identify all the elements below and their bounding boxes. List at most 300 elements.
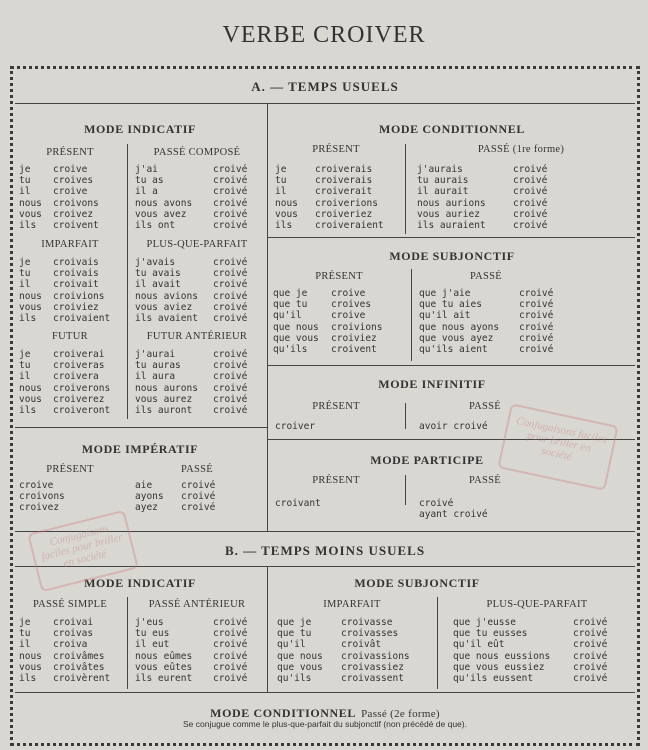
verb-form: croivâmes	[53, 650, 105, 662]
verb-form: croivons	[19, 491, 65, 503]
conjugation-row	[19, 371, 124, 382]
verb-form: croivé	[213, 382, 248, 394]
verb-form: croivé	[213, 349, 248, 360]
verb-form: croivé	[213, 371, 248, 383]
subject-pronoun: tu avais	[135, 268, 181, 280]
divider	[405, 144, 406, 234]
verb-form: croivé	[519, 288, 554, 299]
subject-pronoun: j'aurais	[417, 164, 463, 175]
conjugation-row	[419, 310, 631, 321]
conjugation-row	[273, 344, 409, 355]
verb-form: croivé	[519, 321, 554, 333]
verb-form: croivé	[213, 628, 248, 640]
subject-pronoun: je	[19, 164, 31, 175]
conjugation-row	[135, 383, 263, 394]
subject-pronoun: qu'ils eussent	[453, 672, 534, 684]
subject-pronoun: il a	[135, 186, 158, 198]
conjugation-row	[277, 628, 435, 639]
verb-form: croivé	[519, 332, 554, 344]
conjugation-row	[277, 673, 435, 684]
verb-form: croivé	[513, 186, 548, 198]
subject-pronoun: tu as	[135, 175, 164, 187]
verb-form: croiverais	[315, 164, 373, 175]
conjugation-row	[19, 279, 124, 290]
verb-form: croivé	[213, 186, 248, 198]
verb-form: croivé	[573, 617, 608, 628]
verb-form: croivé	[513, 175, 548, 187]
conjugation-row	[19, 186, 124, 197]
subject-pronoun: j'eus	[135, 617, 164, 628]
conjugation-row	[135, 186, 263, 197]
divider	[411, 269, 412, 361]
verb-form: croiviez	[331, 332, 377, 344]
verb-form: croivé	[213, 208, 248, 220]
subject-pronoun: tu	[19, 628, 31, 640]
verb-form: croivèrent	[53, 672, 111, 684]
verb-form: croives	[331, 299, 372, 311]
conjugation-row	[453, 662, 633, 673]
conjugation-row	[273, 288, 409, 299]
conjugation-row	[135, 209, 263, 220]
conjugation-row	[19, 268, 124, 279]
verb-form: croivé	[213, 301, 248, 313]
verb-form: croivez	[19, 502, 60, 514]
tense-plus-que-parfait-label: PLUS-QUE-PARFAIT	[486, 599, 588, 610]
verb-form: croivé	[213, 219, 248, 231]
verb-form: croiveront	[53, 404, 111, 416]
subject-pronoun: nous	[19, 650, 42, 662]
conjugation-row	[135, 480, 263, 491]
conjugation-row	[135, 628, 263, 639]
divider	[127, 597, 128, 689]
conjugation-row	[453, 617, 633, 628]
verb-form: croivé	[181, 480, 216, 491]
subject-pronoun: ils ont	[135, 219, 176, 231]
indicatif-futur-anterieur-table	[135, 349, 263, 416]
verb-form: croive	[53, 186, 88, 198]
subject-pronoun: il	[19, 279, 31, 291]
conjugation-row	[135, 360, 263, 371]
conjugation-row	[453, 639, 633, 650]
verb-form: croivé	[213, 617, 248, 628]
subject-pronoun: ils auraient	[417, 219, 486, 231]
divider	[15, 692, 635, 693]
conjugation-row	[19, 651, 124, 662]
conjugation-row	[135, 662, 263, 673]
verb-form: croivé	[213, 279, 248, 291]
subject-pronoun: j'ai	[135, 164, 158, 175]
subject-pronoun: que tu eusses	[453, 628, 528, 640]
subjonctif-passe-table	[419, 288, 631, 355]
verb-form: croivent	[331, 343, 377, 355]
conjugation-row	[19, 639, 124, 650]
mode-participe-title: MODE PARTICIPE	[370, 453, 484, 467]
conjugation-row	[19, 628, 124, 639]
subject-pronoun: vous	[19, 301, 42, 313]
subject-pronoun: je	[19, 257, 31, 268]
tense-passe-label: PASSÉ	[468, 401, 502, 412]
subject-pronoun: qu'il	[273, 310, 302, 322]
verb-form: croivé	[181, 502, 216, 514]
conditionnel-passe-table	[417, 164, 631, 231]
verb-form: croivé	[213, 661, 248, 673]
conjugation-row	[277, 651, 435, 662]
verb-form: croivé	[213, 312, 248, 324]
subject-pronoun: tu	[19, 175, 31, 187]
divider	[267, 237, 635, 238]
subject-pronoun: que je	[277, 617, 312, 628]
conjugation-row	[419, 344, 631, 355]
subjonctif-present-table	[273, 288, 409, 355]
subject-pronoun: nous aurons	[135, 382, 198, 394]
conjugation-row	[135, 257, 263, 268]
tense-passe-label: PASSÉ	[469, 271, 503, 282]
conjugation-row	[275, 164, 403, 175]
verb-form: croivé	[519, 343, 554, 355]
participe-present-value: croivant	[275, 498, 321, 509]
mode-subjonctif-title: MODE SUBJONCTIF	[389, 249, 515, 263]
conjugation-row	[135, 394, 263, 405]
conjugation-row	[453, 673, 633, 684]
subject-pronoun: je	[19, 617, 31, 628]
tense-passe-label: PASSÉ	[180, 464, 214, 475]
verb-form: croive	[53, 164, 88, 175]
subject-pronoun: vous	[275, 208, 298, 220]
verb-form: croivé	[213, 290, 248, 302]
conjugation-row	[417, 198, 631, 209]
verb-form: croivé	[573, 661, 608, 673]
subject-pronoun: que vous	[277, 661, 323, 673]
tense-passe-1re-forme-label: PASSÉ (1re forme)	[477, 144, 565, 155]
verb-form: croivé	[213, 650, 248, 662]
verb-form: croivé	[513, 197, 548, 209]
b-conditionnel-note: Se conjugue comme le plus-que-parfait du subjonctif (non précédé de que).	[183, 719, 467, 729]
verb-form: croivassiez	[341, 661, 404, 673]
subject-pronoun: que je	[273, 288, 308, 299]
subject-pronoun: tu	[19, 360, 31, 372]
verb-form: croivé	[213, 164, 248, 175]
subject-pronoun: aie	[135, 480, 153, 491]
verb-form: croivassions	[341, 650, 410, 662]
subject-pronoun: ils	[275, 219, 293, 231]
verb-form: croivé	[573, 639, 608, 651]
watermark-stamp: Conjugaisons faciles pour briller en société	[497, 403, 618, 490]
tense-passe-label: PASSÉ	[468, 475, 502, 486]
subject-pronoun: que vous	[273, 332, 319, 344]
conjugation-row	[273, 322, 409, 333]
verb-form: croiverai	[53, 349, 105, 360]
imperatif-passe-table	[135, 480, 263, 514]
conjugation-row	[273, 310, 409, 321]
conjugation-row	[19, 313, 124, 324]
b-mode-subjonctif-title: MODE SUBJONCTIF	[354, 576, 480, 590]
verb-form: croivé	[213, 639, 248, 651]
verb-form: ayant croivé	[419, 509, 488, 521]
subject-pronoun: nous	[19, 197, 42, 209]
conjugation-row	[277, 662, 435, 673]
subject-pronoun: que j'eusse	[453, 617, 516, 628]
conjugation-row	[19, 209, 124, 220]
conjugation-row	[135, 313, 263, 324]
verb-form: croivions	[331, 321, 383, 333]
subject-pronoun: il	[19, 186, 31, 198]
conjugation-row	[135, 651, 263, 662]
subject-pronoun: il eut	[135, 639, 170, 651]
conjugation-row	[275, 220, 403, 231]
conjugation-row	[19, 383, 124, 394]
verb-form: croivé	[573, 628, 608, 640]
verb-form: croivé	[213, 360, 248, 372]
verb-form: croivé	[513, 164, 548, 175]
conjugation-row	[135, 164, 263, 175]
verb-form: croiveriez	[315, 208, 373, 220]
subject-pronoun: que nous	[277, 650, 323, 662]
verb-form: croivé	[213, 393, 248, 405]
b-mode-conditionnel-title: MODE CONDITIONNEL	[210, 706, 357, 720]
conjugation-row	[135, 220, 263, 231]
subject-pronoun: nous	[275, 197, 298, 209]
subject-pronoun: il	[19, 371, 31, 383]
subject-pronoun: je	[275, 164, 287, 175]
subject-pronoun: vous	[19, 393, 42, 405]
conjugation-row	[135, 491, 263, 502]
verb-form: croivions	[53, 290, 105, 302]
tense-present-label: PRÉSENT	[312, 144, 360, 155]
conjugation-row	[19, 302, 124, 313]
conjugation-row	[135, 349, 263, 360]
verb-form: croivé	[513, 208, 548, 220]
conjugation-row	[273, 299, 409, 310]
subject-pronoun: qu'il	[277, 639, 306, 651]
tense-present-label: PRÉSENT	[312, 401, 360, 412]
participe-passe-list	[419, 498, 488, 520]
verb-form: croive	[331, 310, 366, 322]
subject-pronoun: vous auriez	[417, 208, 480, 220]
verb-form: croivé	[213, 257, 248, 268]
b-subjonctif-plus-que-parfait-table	[453, 617, 633, 684]
conjugation-row	[19, 175, 124, 186]
verb-form: croivé	[213, 404, 248, 416]
mode-infinitif-title: MODE INFINITIF	[378, 377, 486, 391]
subject-pronoun: qu'il ait	[419, 310, 471, 322]
conjugation-row	[19, 617, 124, 628]
subject-pronoun: il avait	[135, 279, 181, 291]
conjugation-row	[417, 209, 631, 220]
subject-pronoun: ils avaient	[135, 312, 198, 324]
indicatif-imparfait-table	[19, 257, 124, 324]
tense-imparfait-label: IMPARFAIT	[41, 239, 99, 250]
conditionnel-present-table	[275, 164, 403, 231]
tense-passe-anterieur-label: PASSÉ ANTÉRIEUR	[148, 599, 246, 610]
subject-pronoun: nous	[19, 382, 42, 394]
verb-form: croive	[19, 480, 54, 491]
conjugation-row	[135, 639, 263, 650]
b-indicatif-passe-anterieur-table	[135, 617, 263, 684]
conjugation-row	[135, 291, 263, 302]
conjugation-row	[19, 405, 124, 416]
tense-passe-simple-label: PASSÉ SIMPLE	[32, 599, 108, 610]
conjugation-row	[453, 628, 633, 639]
conjugation-row	[419, 299, 631, 310]
subject-pronoun: tu aurais	[417, 175, 469, 187]
conjugation-row	[19, 349, 124, 360]
watermark-stamp: Conjugaisons faciles pour briller en société	[27, 510, 139, 592]
divider	[15, 103, 635, 104]
subject-pronoun: je	[19, 349, 31, 360]
conjugation-row	[19, 257, 124, 268]
subject-pronoun: il aurait	[417, 186, 469, 198]
subject-pronoun: vous eûtes	[135, 661, 193, 673]
verb-form: croiverez	[53, 393, 105, 405]
subject-pronoun: ils eurent	[135, 672, 193, 684]
subject-pronoun: ayons	[135, 491, 164, 503]
subject-pronoun: que nous ayons	[419, 321, 500, 333]
subject-pronoun: vous aviez	[135, 301, 193, 313]
conjugation-row	[19, 662, 124, 673]
tense-passe-2e-forme-label: Passé (2e forme)	[361, 708, 440, 720]
conjugation-row	[419, 333, 631, 344]
verb-form: croiva	[53, 639, 88, 651]
conjugation-row	[19, 360, 124, 371]
conjugation-row	[19, 220, 124, 231]
verb-form: croivé	[213, 268, 248, 280]
conjugation-row	[19, 164, 124, 175]
indicatif-plus-que-parfait-table	[135, 257, 263, 324]
subject-pronoun: j'avais	[135, 257, 176, 268]
verb-form: croivé	[519, 310, 554, 322]
conjugation-row	[275, 198, 403, 209]
b-indicatif-passe-simple-table	[19, 617, 124, 684]
subject-pronoun: il	[275, 186, 287, 198]
conjugation-row	[19, 198, 124, 209]
subject-pronoun: tu eus	[135, 628, 170, 640]
tense-present-label: PRÉSENT	[46, 147, 94, 158]
verb-form: croive	[331, 288, 366, 299]
subject-pronoun: il aura	[135, 371, 176, 383]
verb-form: croivassent	[341, 672, 404, 684]
subject-pronoun: ayez	[135, 502, 158, 514]
verb-form: croivera	[53, 371, 99, 383]
conjugation-row	[135, 673, 263, 684]
conjugation-row	[135, 268, 263, 279]
subject-pronoun: nous aurions	[417, 197, 486, 209]
subject-pronoun: nous	[19, 290, 42, 302]
subject-pronoun: que vous eussiez	[453, 661, 545, 673]
conjugation-row	[275, 186, 403, 197]
conjugation-row	[273, 333, 409, 344]
tense-present-label: PRÉSENT	[46, 464, 94, 475]
subject-pronoun: qu'ils aient	[419, 343, 488, 355]
conjugation-row	[417, 175, 631, 186]
conjugation-row	[19, 394, 124, 405]
subject-pronoun: vous avez	[135, 208, 187, 220]
verb-form: croivé	[213, 672, 248, 684]
conjugation-row	[275, 175, 403, 186]
verb-form: croivasses	[341, 628, 399, 640]
tense-futur-anterieur-label: FUTUR ANTÉRIEUR	[146, 331, 248, 342]
imperatif-present-list	[19, 480, 124, 514]
verb-form: croiveras	[53, 360, 105, 372]
subject-pronoun: tu	[19, 268, 31, 280]
subject-pronoun: tu	[275, 175, 287, 187]
subject-pronoun: j'aurai	[135, 349, 176, 360]
subject-pronoun: vous aurez	[135, 393, 193, 405]
verb-form: croivais	[53, 257, 99, 268]
conjugation-row	[135, 405, 263, 416]
conjugation-table	[10, 66, 640, 746]
conjugation-row	[417, 164, 631, 175]
tense-passe-compose-label: PASSÉ COMPOSÉ	[153, 147, 241, 158]
tense-plus-que-parfait-label: PLUS-QUE-PARFAIT	[146, 239, 248, 250]
verb-form: croivé	[419, 498, 454, 509]
conjugation-row	[135, 279, 263, 290]
conjugation-row	[419, 288, 631, 299]
b-subjonctif-imparfait-table	[277, 617, 435, 684]
conjugation-row	[19, 291, 124, 302]
indicatif-passe-compose-table	[135, 164, 263, 231]
verb-form: croivé	[519, 299, 554, 311]
subject-pronoun: vous	[19, 661, 42, 673]
subject-pronoun: vous	[19, 208, 42, 220]
verb-form: croiverait	[315, 186, 373, 198]
subject-pronoun: ils	[19, 404, 37, 416]
conjugation-row	[417, 186, 631, 197]
conjugation-row	[135, 198, 263, 209]
mode-indicatif-title: MODE INDICATIF	[84, 122, 196, 136]
tense-present-label: PRÉSENT	[312, 475, 360, 486]
verb-form: croivé	[181, 491, 216, 503]
subject-pronoun: ils auront	[135, 404, 193, 416]
tense-present-label: PRÉSENT	[315, 271, 363, 282]
subject-pronoun: nous avions	[135, 290, 198, 302]
subject-pronoun: que nous	[273, 321, 319, 333]
mode-imperatif-title: MODE IMPÉRATIF	[81, 442, 199, 456]
conjugation-row	[277, 639, 435, 650]
verb-form: croiveraient	[315, 219, 384, 231]
verb-form: croiverons	[53, 382, 111, 394]
subject-pronoun: que tu aies	[419, 299, 482, 311]
subject-pronoun: ils	[19, 672, 37, 684]
subject-pronoun: nous avons	[135, 197, 193, 209]
verb-form: croivasse	[341, 617, 393, 628]
verb-form: croivais	[53, 268, 99, 280]
subject-pronoun: ils	[19, 219, 37, 231]
verb-form: croivons	[53, 197, 99, 209]
subject-pronoun: nous eûmes	[135, 650, 193, 662]
subject-pronoun: qu'il eût	[453, 639, 505, 651]
verb-form: croives	[53, 175, 94, 187]
verb-form: croiverions	[315, 197, 378, 209]
conjugation-row	[135, 502, 263, 513]
infinitif-present-value: croiver	[275, 421, 316, 432]
subject-pronoun: que tu	[273, 299, 308, 311]
verb-form: croivas	[53, 628, 94, 640]
subject-pronoun: que tu	[277, 628, 312, 640]
verb-form: croivai	[53, 617, 94, 628]
b-mode-indicatif-title: MODE INDICATIF	[84, 576, 196, 590]
subject-pronoun: que j'aie	[419, 288, 471, 299]
section-a-title: A. — TEMPS USUELS	[251, 79, 399, 94]
verb-form: croivait	[53, 279, 99, 291]
verb-form: croivé	[573, 650, 608, 662]
conjugation-row	[417, 220, 631, 231]
mode-conditionnel-title: MODE CONDITIONNEL	[379, 122, 525, 136]
section-b-title: B. — TEMPS MOINS USUELS	[224, 543, 426, 558]
conjugation-row	[277, 617, 435, 628]
subject-pronoun: qu'ils	[273, 343, 308, 355]
verb-form: croivé	[513, 219, 548, 231]
verb-form: croiviez	[53, 301, 99, 313]
